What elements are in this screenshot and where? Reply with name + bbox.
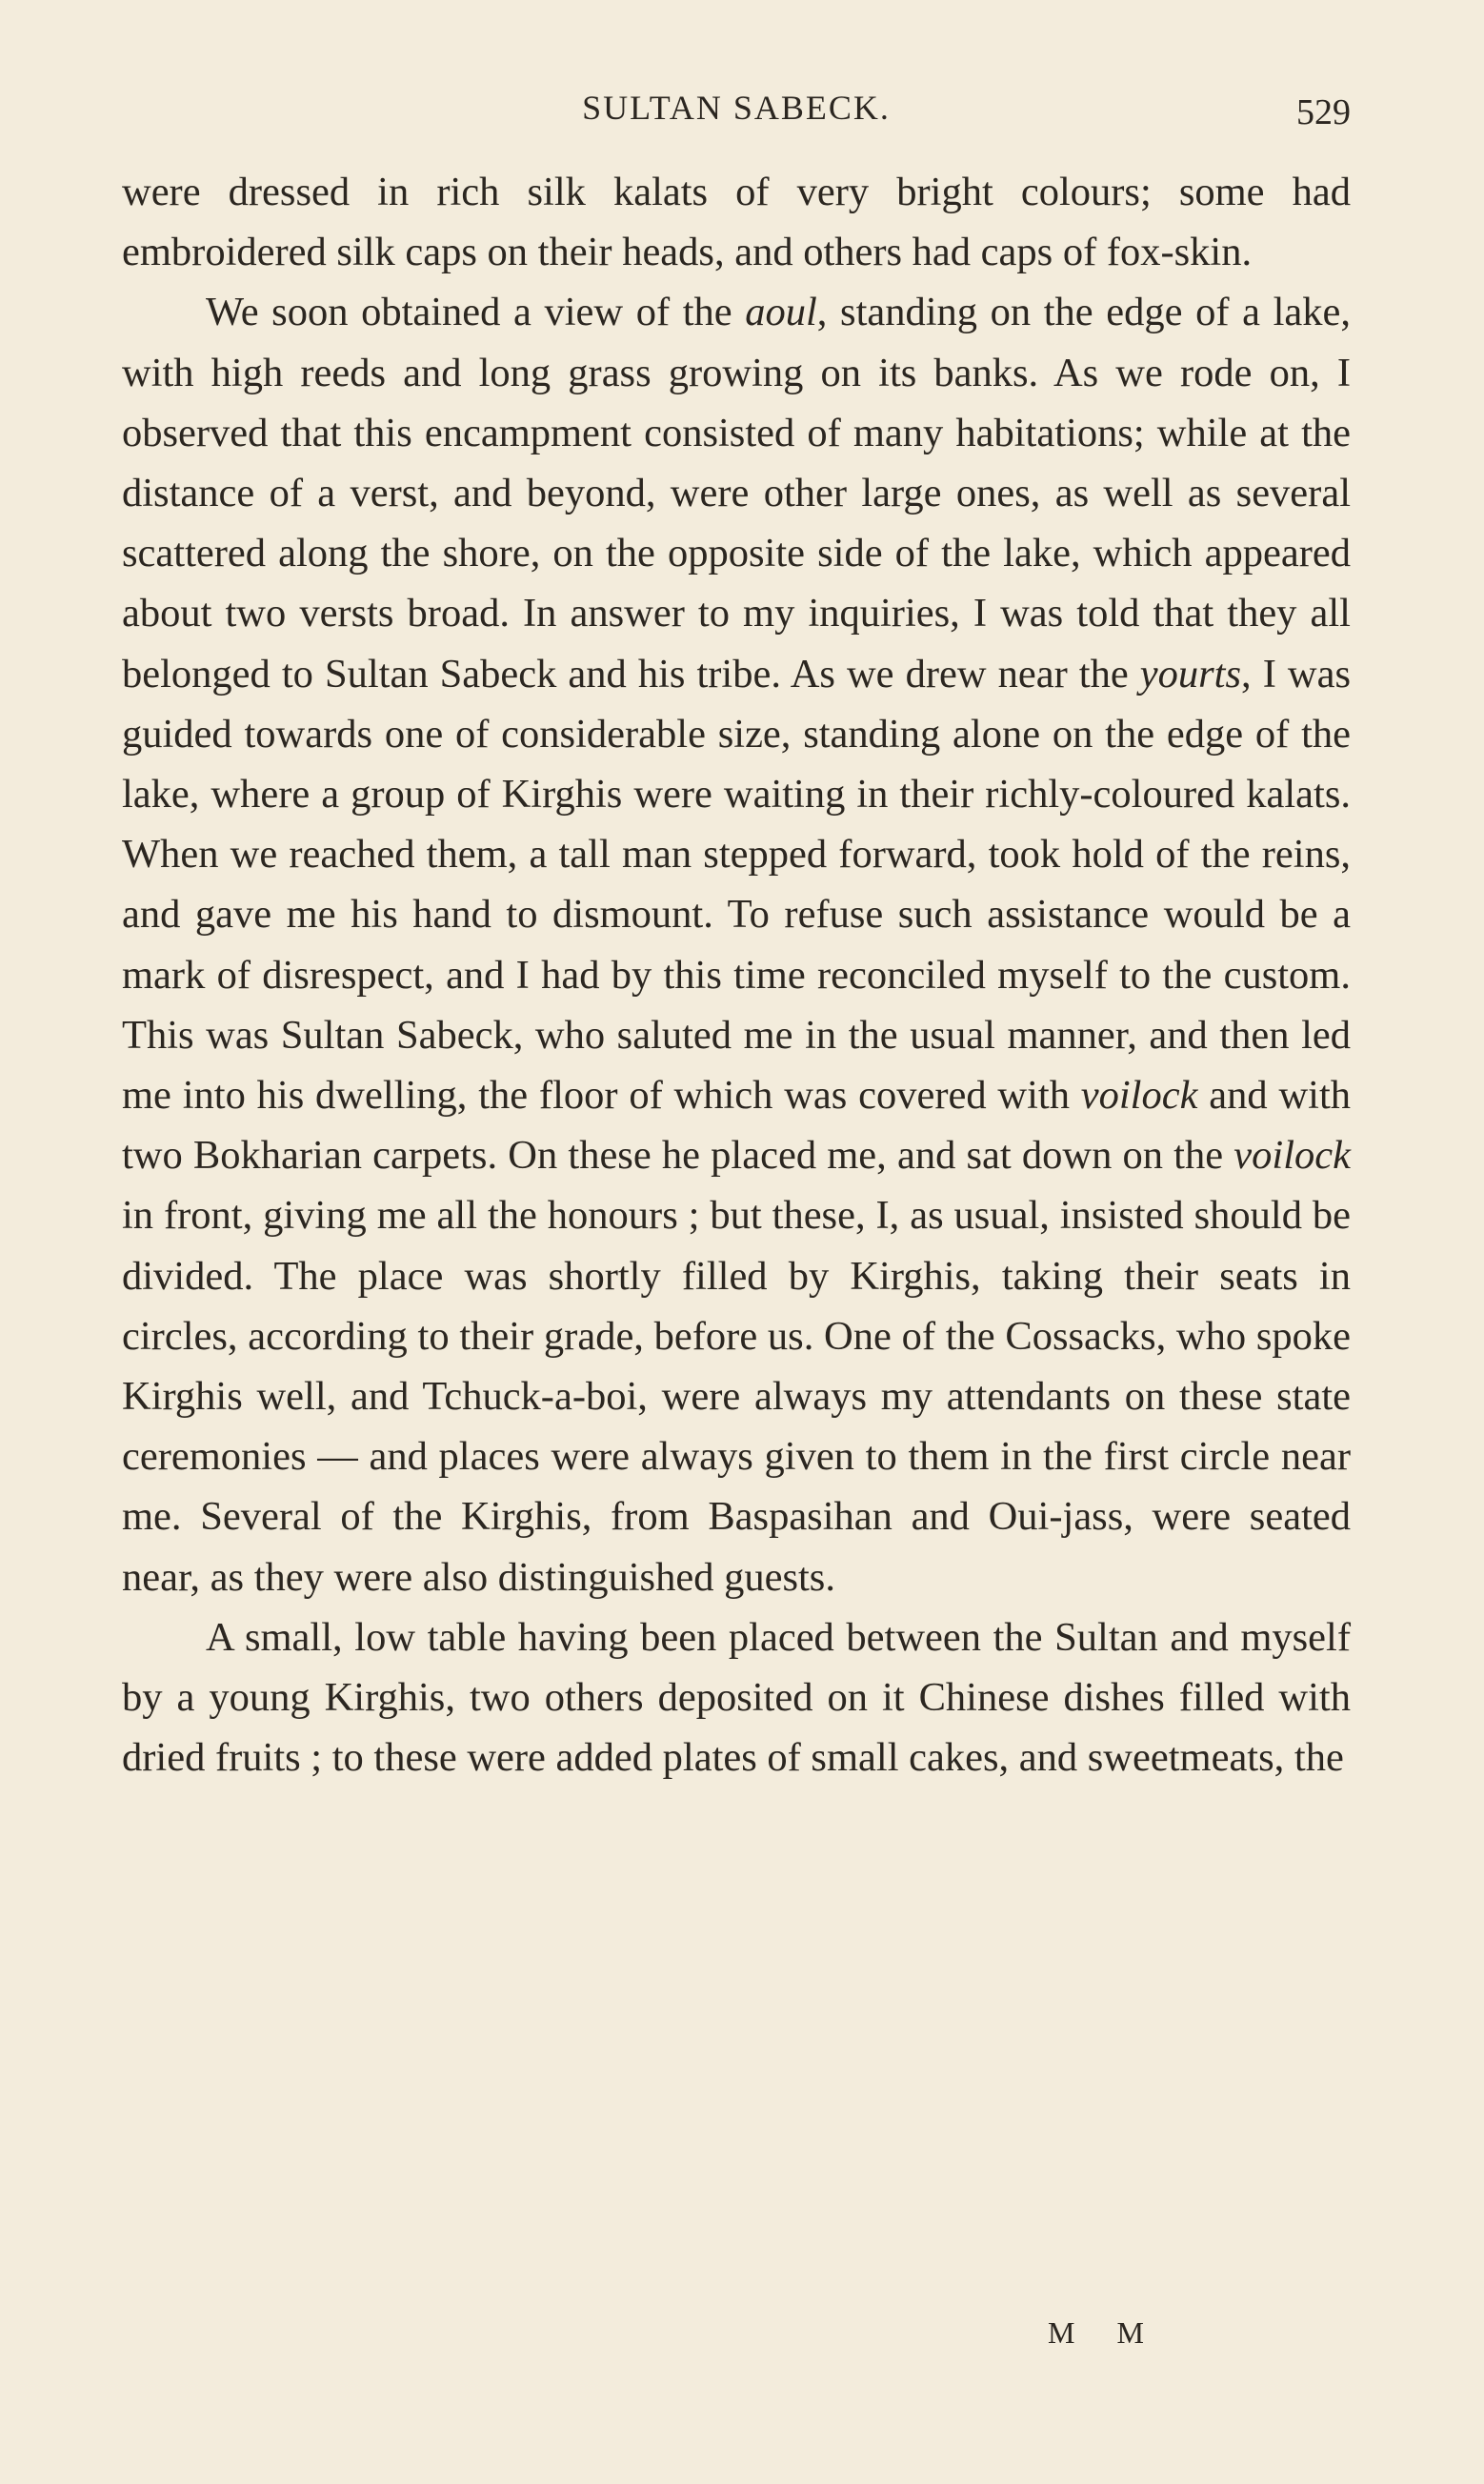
italic-term: yourts — [1139, 651, 1242, 697]
text-segment: , standing on the edge of a lake, with high reeds and long grass growing on its banks. As we rode on, I observed that this encampment consisted of many habitations; while at the distance of a verst, and beyond, were other large ones, as well as several scattered along the shore, on the opposite side of the lake, which appeared about two versts broad. In answer to my inquiries, I was told that they all belonged to Sultan Sabeck and his tribe. As we drew near the — [122, 290, 1351, 697]
text-segment: in front, giving me all the honours ; but these, I, as usual, insisted should be divided. The place was shortly filled by Kirghis, taking their seats in circles, according to their grade, before us. One of the Cossacks, who spoke Kirghis well, and Tchuck-a-boi, were always my attendants on these state ceremonies — and places were always given to them in the first circle near me. Several of the Kirghis, from Baspasihan and Oui-jass, were seated near, as they were also distinguished guests. — [122, 1193, 1351, 1600]
text-segment: We soon obtained a view of the — [206, 290, 746, 335]
text-segment: , I was guided towards one of considerable size, standing alone on the edge of the lake, where a group of Kirghis were waiting in their richly-coloured kalats. When we reached them, a tall man stepped forward, took hold of the reins, and gave me his hand to dismount. To refuse such assistance would be a mark of disrespect, and I had by this time reconciled myself to the custom. This was Sultan Sabeck, who saluted me in the usual manner, and then led me into his dwelling, the floor of which was covered with — [122, 651, 1351, 1119]
running-title: SULTAN SABECK. — [582, 89, 891, 127]
body-text — [122, 162, 1351, 1787]
text-segment: A small, low table having been placed between the Sultan and myself by a young Kirghis, two others deposited on it Chinese dishes filled with dried fruits ; to these were added plates of small cakes, and sweetmeats, the — [122, 1614, 1351, 1781]
page-number: 529 — [1296, 92, 1351, 132]
paragraph — [122, 1607, 1351, 1788]
italic-term: aoul — [745, 290, 817, 335]
paragraph — [122, 282, 1351, 1606]
text-segment: and with two Bokharian carpets. On these he placed me, and sat down on the — [122, 1073, 1352, 1179]
signature-mark: M M — [1048, 2315, 1161, 2350]
text-segment: were dressed in rich silk kalats of very bright colours; some had embroidered silk caps on their heads, and others had caps of fox-skin. — [122, 170, 1351, 275]
italic-term: voilock — [1080, 1073, 1198, 1119]
paragraph — [122, 162, 1351, 282]
italic-term: voilock — [1233, 1133, 1351, 1179]
running-head — [122, 88, 1351, 135]
